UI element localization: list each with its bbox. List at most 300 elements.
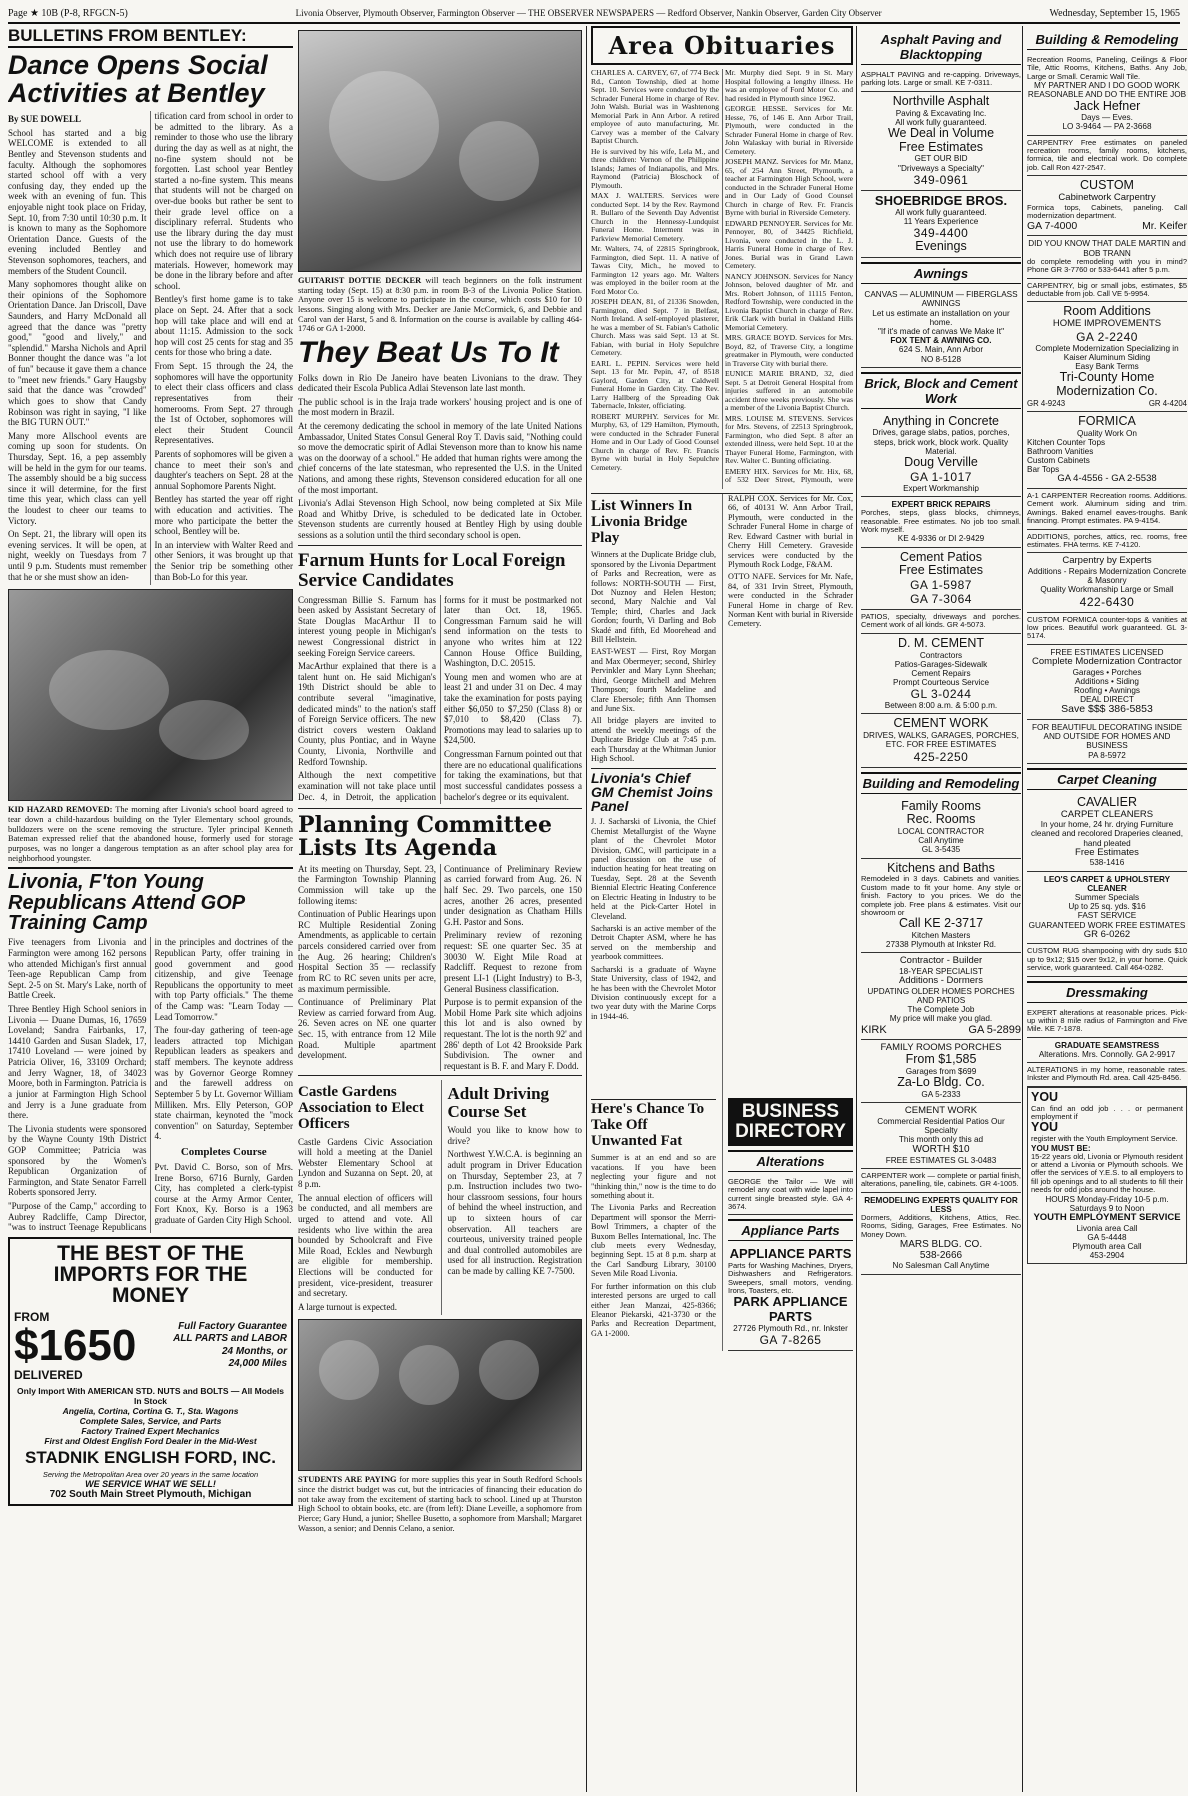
category-dressmaking: Dressmaking <box>1027 981 1187 1003</box>
paragraph: The public school is in the Iraja trade workers' housing project and is one of the most modern in Brazil. <box>298 396 582 418</box>
ad-address: 27726 Plymouth Rd., nr. Inkster <box>733 1323 848 1333</box>
course-headline: Completes Course <box>180 1145 267 1158</box>
category-building: Building and Remodeling <box>861 772 1021 794</box>
ad-title: YOUTH EMPLOYMENT SERVICE <box>1033 1212 1181 1224</box>
ad-title: FAMILY ROOMS PORCHES <box>880 1041 1002 1053</box>
column-classifieds-1 <box>856 26 1021 1792</box>
ad-additions: ADDITIONS, porches, attics, rec. rooms, free estimates. FHA terms. KE 7-4120. <box>1027 531 1187 550</box>
ad-text: Cement Repairs <box>911 668 971 678</box>
ad-title: Family Rooms <box>901 798 981 813</box>
paragraph: Sacharski is a graduate of Wayne State University, class of 1942, and he has been with the Chevrolet Motor Division continuously except for a two year duty with the Marine Corps in 1944-46. <box>591 964 716 1021</box>
page-number: Page ★ 10B (P-8, RFGCN-5) <box>8 7 128 19</box>
paragraph: J. J. Sacharski of Livonia, the Chief Chemist Metallurgist of the Wayne plant of the Chevrolet Motor Division, GMC, will participate in a panel discussion on the use of induction heating for heat treating on Tuesday, Sept. 28 at the Seventh Biennial Electric Heating Conference on Electric Heating in Industry to be held at the Pick-Carter Hotel in Cleveland. <box>591 817 716 921</box>
ad-text: Evenings <box>915 239 967 254</box>
ad-stadnik-ford <box>8 1237 293 1506</box>
ad-youth-employment <box>1027 1087 1187 1265</box>
ad-cement-work <box>861 714 1021 767</box>
ad-phone: GA 5-4448 <box>1087 1232 1127 1242</box>
ad-address: 624 S. Main, Ann Arbor <box>898 345 984 355</box>
ad-name: MARS BLDG. CO. <box>899 1239 983 1251</box>
column-bentley <box>8 26 293 1792</box>
paragraph: Many sophomores thought alike on their opinions of the Sophomore Orientation Dance. Jan Driscoll, Dave Saunders, and Harry McDonald all agreed that the dance was "pretty good," "good and lively," and "splendid." Marsha Nichols and April Bonner thought the dance was "a lot of fun" because it gave them a chance to "meet new friends." Gary Haugsby said that the dance was "crowded" which goes to show that Candy Robinson was right in saying, "I like the BIG TURN OUT." <box>8 279 147 428</box>
ad-text: Parts for Washing Machines, Dryers, Dishwashers and Refrigerators. Sweepers, small motors, vending. Irons, Toasters, etc. <box>728 1260 853 1295</box>
ad-text: YOU <box>1031 1120 1059 1135</box>
ad-doug-verville <box>861 412 1021 497</box>
caption-text: The morning after Livonia's school board agreed to tear down a child-hazardous building on the Tyler Elementary school grounds, bulldozers were on the scene removing the structure. Tyler principal Kenneth Bateman expressed relief that the abandoned house, formerly used for storage purposes, was no longer a dangerous temptation as an after school play area for neighborhood youngster. <box>8 805 293 863</box>
ad-text: Recreation Rooms, Paneling, Ceilings & Floor Tile, Attic Rooms, Kitchens, Baths. Any Job, Large or Small. Ceramic Wall Tile. <box>1027 55 1187 81</box>
ad-sub: Quality Work On <box>1077 428 1137 438</box>
obituary-entry: EDWARD PENNOYER. Services for Mr. Pennoyer, 80, of 34425 Richfield, Livonia, were conducted in the L. J. Harris Funeral Home in charge of Rev. Jones. Burial was in Grand Lawn Cemetery. <box>725 218 853 270</box>
ad-text: Commercial Residential Patios Our Specialty <box>877 1116 1005 1135</box>
paragraph: MacArthur explained that there is a talent hunt on. He said Michigan's 19th District should be able to contribute several "imaginative, dedicated minds" to the nation's staff of Foreign Service officers. The new district covers western Oakland County, plus Pontiac, and in Wayne County, Livonia, Northville and Redford Township. <box>298 661 436 767</box>
caption-label: GUITARIST DOTTIE DECKER <box>298 276 422 285</box>
masthead <box>8 4 1180 24</box>
ad-phone: GR 4-4204 <box>1148 398 1187 408</box>
ad-sub: Contractors <box>919 650 963 660</box>
ad-text: The Complete Job <box>907 1005 975 1015</box>
article-fat <box>722 494 853 1094</box>
ad-title: CANVAS — ALUMINUM — FIBERGLASS AWNINGS <box>864 290 1018 309</box>
article-adult-driving <box>441 1080 583 1315</box>
obituary-entry: EARL L. PEPIN. Services were held Sept. 13 for Mr. Pepin, 47, of 8518 Gaylord, Garden City, at Caldwell Funeral Home in Garden City. The Rev. Larry Hallberg of the Spreading Oak Tabernacle, Inkster, officiating. <box>591 358 719 410</box>
ad-text: All work fully guaranteed. <box>895 117 987 127</box>
ad-text: Additions - Repairs Modernization Concrete & Masonry <box>1027 567 1187 586</box>
ad-kirk-contractor <box>861 953 1021 1039</box>
ad-name: CAVALIER <box>1077 794 1137 809</box>
ad-phone: 453-2904 <box>1089 1251 1125 1261</box>
ad-title: Kitchens and Baths <box>887 860 995 875</box>
ad-name: Doug Verville <box>904 455 978 470</box>
paragraph: Summer is at an end and so are vacations. If you have been neglecting your figure and not "thinking thin," now is the time to do something about it. <box>591 1153 716 1200</box>
ad-text: This month only this ad <box>898 1135 984 1145</box>
paragraph: At its meeting on Thursday, Sept. 23, the Farmington Township Planning Commission will take up the following items: <box>298 863 436 906</box>
ad-title: Cement Patios <box>900 549 982 564</box>
photo-caption-demolition <box>8 805 293 863</box>
ad-name: Jack Hefner <box>1073 98 1141 113</box>
ad-carpenter: CARPENTER work — complete or partial finish, alterations, panelling, tile, cabinets. GR 4-1005. <box>861 1170 1021 1189</box>
ad-phone: PA 8-5972 <box>1088 750 1126 760</box>
ad-title: GRADUATE SEAMSTRESS <box>1054 1040 1160 1050</box>
obituary-entry: JOSEPH MANZ. Services for Mr. Manz, 65, of 254 Ann Street, Plymouth, a teacher at Farmington High School, were conducted in the Schrader Funeral Home and in Our Lady of Good Counsel Church in charge of Rev. Fr. Francis Byrne with burial in Riverside Cemetery. <box>725 157 853 217</box>
ad-patios-specialty: PATIOS, specialty, driveways and porches. Cement work of all kinds. GR 4-5073. <box>861 612 1021 630</box>
ad-text: Expert Workmanship <box>903 483 979 493</box>
paragraph: tification card from school in order to be admitted to the library. As a reminder to those who use the library during the day as well as at night, the no-fine system should not be forgotten. Last school year Bentley started a no-fine system. This means that students will not be charged on over-due books but rather be sent to their grade level office on a disciplinary referral. Students who use the library during the day must not use the library to do homework which does not require use of library materials. However, homework may be done in the library before and after school. <box>154 111 293 291</box>
ad-did-you-know <box>1027 236 1187 278</box>
category-building-remodeling: Building & Remodeling <box>1027 30 1187 50</box>
ad-service: Complete Sales, Service, and Parts <box>79 1415 222 1426</box>
list-item: Bar Tops <box>1027 465 1060 475</box>
paragraph: Livonia's Adlai Stevenson High School, now being completed at Six Mile Road and Whitby Drive, is scheduled to be dedicated late in October. Stevenson students are currently housed at Bentley High by using double sessions as a solution until the third secondary school is open. <box>298 498 582 541</box>
ad-text: 11 Years Experience <box>903 217 979 227</box>
obituary-entry: NANCY JOHNSON. Services for Nancy Johnson, beloved daughter of Mr. and Mrs. Robert Johnson, of 11115 Fenton, Redford Township, were conducted in the Livonia Baptist Church in charge of Rev. Erik Clark with burial in Oakland Hills Memorial Cemetery. <box>725 271 853 332</box>
ad-phone: GA 1-5987 <box>910 578 972 592</box>
paragraph: Purpose is to permit expansion of the Mobil Home Park site which adjoins this lot and is also owned by requestant. The lot is the north 92' and 286' depth of Lot 42 Brookside Park Subdivision. The owner and requestant is B. F. and Mary F. Dodd. <box>444 997 582 1071</box>
obituary-entry: CHARLES A. CARVEY, 67, of 774 Beck Rd., Canton Township, died at home Sept. 10. Services were conducted by the Schrader Funeral Home in charge of Rev. John Walsh. Burial was in Washtenong Memorial Park in Ann Arbor. A retired employee of auto manufacturing, Mr. Carvey was a member of the Calvary Baptist Church. <box>591 69 719 145</box>
ad-text: From $1,585 <box>905 1052 977 1067</box>
category-asphalt: Asphalt Paving and Blacktopping <box>861 30 1021 65</box>
ad-text: YOU <box>1031 1089 1059 1104</box>
ad-asphalt-paving: ASPHALT PAVING and re-capping. Driveways, parking lots. Large or small. KE 7-0311. <box>861 70 1021 88</box>
obituary-entry: ROBERT MURPHY. Services for Mr. Murphy, 63, of 129 Hamilton, Plymouth, were conducted in the Schrader Funeral Home and in Our Lady of Good Counsel Church in charge of Rev. Fr. Francis Byrne with burial in Holy Sepulchre Cemetery. <box>591 411 719 472</box>
ad-text: Prompt Courteous Service <box>892 678 989 688</box>
ad-text: Quality Workmanship Large or Small <box>1040 585 1174 595</box>
directory-banner: BUSINESS DIRECTORY <box>728 1098 853 1146</box>
ad-sub: CARPET CLEANERS <box>1060 808 1154 820</box>
paragraph: In an interview with Walter Reed and other Seniors, it was brought up that the Senior trip be something other than Bob-Lo for this year. <box>154 539 293 582</box>
paragraph: Sacharski is an active member of the Detroit Chapter ASM, where he has served on the membership and yearbook committees. <box>591 923 716 962</box>
ad-miles: 24,000 Miles <box>228 1358 287 1370</box>
list-item: Bathroom Vanities <box>1027 446 1094 456</box>
photo-demolition <box>8 589 293 801</box>
ad-text: Dormers, Additions, Kitchens, Attics, Rec. Rooms, Siding, Garages, Free Estimates. No Money Down. <box>861 1212 1021 1239</box>
category-awnings: Awnings <box>861 262 1021 284</box>
ad-delivered: DELIVERED <box>14 1367 83 1382</box>
ad-phone: GA 2-2240 <box>1076 329 1138 344</box>
ad-text: Call Anytime <box>918 836 964 846</box>
ad-title: Rec. Rooms <box>906 812 976 827</box>
ad-alterations-home: ALTERATIONS in my home, reasonable rates. Inkster and Plymouth Rd. area. Call 425-8456. <box>1027 1065 1187 1083</box>
ad-name: Mr. Keifer <box>1142 220 1187 233</box>
paragraph: Three Bentley High School seniors in Livonia — Duane Dumas, 16, 17659 Loveland; Sandra Fairbanks, 17, 14410 Garden and Susan Sladek, 17, 17410 Loveland — were joined by Patricia Oliver, 16, 33109 Orchard; and Jerry Wagner, 18, of 34023 Moore, both in Farmington. Patricia is a junior at Farmington High School and Jerry is a June graduate from there. <box>8 1004 147 1121</box>
ad-jack-hefner <box>1027 53 1187 136</box>
ad-sub: Cabinetwork Carpentry <box>1058 191 1156 203</box>
ad-text: GUARANTEED WORK FREE ESTIMATES <box>1028 920 1186 930</box>
photo-guitarist <box>298 30 582 272</box>
ad-motto: WE SERVICE WHAT WE SELL! <box>85 1478 216 1489</box>
ad-rug-shampoo: CUSTOM RUG shampooing with dry suds $10 up to 9x12; $15 over 9x12, in your home. Quick service, work guaranteed. Call 464-0282. <box>1027 946 1187 973</box>
obituary-entry: EUNICE MARIE BRAND, 32, died Sept. 5 at Detroit General Hospital from injuries suffered in an automobile accident three weeks previously. She was a member of the Livonia Baptist Church. <box>725 369 853 412</box>
ad-text: Alterations. Mrs. Connolly. GA 2-9917 <box>1038 1049 1176 1059</box>
issue-date: Wednesday, September 15, 1965 <box>1049 7 1180 19</box>
ad-phone: GA 5-2333 <box>921 1089 961 1099</box>
ad-phone: GA 5-2899 <box>968 1023 1021 1036</box>
category-alterations: Alterations <box>728 1150 853 1172</box>
paragraph: The Livonia Parks and Recreation Department will sponsor the Merri-Bowl Trimmers, a chapter of the Buxom Belles International, Inc. The club meets every Wednesday, beginning Sept. 15 at 8 p.m. sharp at the Carl Sandburg Library, 30100 Seven Mile Road Livonia. <box>591 1203 716 1279</box>
ad-text: Free Estimates <box>1075 846 1139 858</box>
list-item: Garages • Porches <box>1072 667 1142 677</box>
paragraph: School has started and a big WELCOME is extended to all Bentley and Stevenson students and faculty. Although the sophomores started school off with a very confusing day, they ended up the week with an evening of fun. This enjoyable night took place on Friday, Sept. 10, from 7:30 until 10:30 p.m. It is known to many as the Sophomore Orientation Dance. Guests of the evening included Bentley and Stevenson sophomores, teachers, and members of the Student Council. <box>8 127 147 276</box>
headline-beat: They Beat Us To It <box>298 335 559 369</box>
paragraph: Congressman Billie S. Farnum has been asked by Assistant Secretary of State Douglas MacArthur II to interest young people in Michigan's newest Congressional district in seeking Foreign Service careers. <box>298 594 436 658</box>
ad-title: Carpentry by Experts <box>1062 555 1152 567</box>
headline-gop: Livonia, F'ton Young Republicans Attend GOP Training Camp <box>8 867 293 933</box>
ad-phone: 538-1416 <box>1089 858 1125 868</box>
paragraph: For further information on this club interested persons are urged to call either Jean Manzai, 425-8366; Eleanor Piekarski, 421-3730 or the Parks and Recreation Department, GA 1-2000. <box>591 1281 716 1338</box>
list-item: Custom Cabinets <box>1027 456 1090 466</box>
ad-text: Patios-Garages-Sidewalk <box>894 659 988 669</box>
list-item: Kitchen Counter Tops <box>1027 437 1106 447</box>
ad-phone: KE 4-9336 or DI 2-9429 <box>897 534 985 544</box>
paragraph: The Livonia students were sponsored by the Wayne County 19th District GOP Committee; Patricia was sponsored by the Women's Republican Organization of Farmington, and State Senator Farrell Roberts sponsored Jerry. <box>8 1123 147 1198</box>
ad-title: FORMICA <box>1078 413 1136 428</box>
photo-caption-guitarist <box>298 276 582 334</box>
headline-adult-driving: Adult Driving Course Set <box>447 1084 550 1122</box>
paragraph: Continuation of Public Hearings upon RC Multiple Residential Zoning Amendments, as applicable to certain parcels considered carried over from the Aug. 26 hearing; Children's Hospital Section 35 — reclassify from RC to RC seven units per acre, as maximum permissible. <box>298 909 436 994</box>
ad-text: All work fully guaranteed. <box>895 208 987 218</box>
ad-phone: GA 7-8265 <box>759 1333 822 1348</box>
ad-phone: GR 6-0262 <box>1083 928 1131 940</box>
ad-import-line: Only Import With AMERICAN STD. NUTS and BOLTS — All Models In Stock <box>17 1385 284 1406</box>
ad-kitchen-masters <box>861 859 1021 954</box>
ad-title: REMODELING EXPERTS QUALITY FOR LESS <box>864 1195 1018 1214</box>
paragraph: Continuance of Preliminary Review as carried forward from Aug. 26. N half Sec. 29. Two parcels, one 150 acres, another 26 acres, presented under designation as Chatham Hills G.H. Pastor and Sons. <box>444 863 582 927</box>
ad-title: Anything in Concrete <box>882 413 1000 428</box>
ad-months: 24 Months, or <box>221 1345 287 1357</box>
paragraph: The four-day gathering of teen-age leaders attracted top Michigan Republican leaders as speakers and staff members. The keynote address was by Governor George Romney and the farewell address on September 5 by Lt. Governor William Milliken. Mrs. Elly Peterson, GOP state chairman, keynoted the "mock convention" on Saturday, September 4. <box>154 1025 293 1142</box>
byline: By SUE DOWELL <box>8 114 82 125</box>
ad-from: FROM <box>14 1309 50 1324</box>
caption-label: STUDENTS ARE PAYING <box>298 1475 397 1485</box>
caption-text: will teach beginners on the folk instrument starting today (Sept. 15) at 8:30 p.m. in room B-3 of the Livonia Police Station. Anyone over 15 is welcome to participate in the course, which costs $10 for 10 lessons. Singing along with Mrs. Decker are Janie McCormick, 6, and Debbie and Carol van der Harst, 5 and 8. Information on the course is available by calling 464-1746 or GA 1-2000. <box>298 276 582 334</box>
headline-bridge: List Winners In Livonia Bridge Play <box>591 498 693 546</box>
obituary-entry: Mr. Walters, 74, of 22815 Springbrook, Farmington, died Sept. 11. A native of Tawas City, Mich., he moved to Farmington 12 years ago. Mr. Walters was employed in the boiler room at the Ford Motor Co. <box>591 244 719 296</box>
category-brick: Brick, Block and Cement Work <box>861 372 1021 409</box>
article-fat-block <box>591 1094 716 1351</box>
ad-title: THE BEST OF THE IMPORTS FOR THE MONEY <box>53 1241 248 1307</box>
ad-text: Porches, steps, glass blocks, chimneys, reasonable. Free estimates. No job too small. Work myself. <box>861 508 1021 534</box>
ad-phone: FREE ESTIMATES GL 3-0483 <box>885 1155 997 1165</box>
ad-text: DEAL DIRECT <box>1080 695 1134 705</box>
ad-name: KIRK <box>861 1023 887 1036</box>
category-appliance: Appliance Parts <box>728 1219 853 1241</box>
ad-phone: 349-0961 <box>913 172 969 187</box>
ad-text: FREE ESTIMATES LICENSED <box>1050 647 1164 657</box>
paragraph: Parents of sophomores will be given a chance to meet their son's and daughter's teachers on Sept. 28 at the annual Sophomore Parents Night. <box>154 448 293 491</box>
ad-title: LEO'S CARPET & UPHOLSTERY CLEANER <box>1043 874 1171 893</box>
paragraph: The annual election of officers will be conducted, and all members are urged to attend and vote. All residents who live within the area bounded by Schoolcraft and Five Mile Road, Eckles and Newburgh are eligible for membership. Elections will be conducted for president, vice-president, treasurer and secretary. <box>298 1192 433 1299</box>
list-item: Roofing • Awnings <box>1074 685 1140 695</box>
list-item: Additions • Siding <box>1075 676 1139 686</box>
ad-text: Days — Eves. <box>1081 113 1133 123</box>
paragraph: Castle Gardens Civic Association will hold a meeting at the Daniel Webster Elementary School at Lyndon and Suzanna on Sept. 20, at 8 p.m. <box>298 1136 433 1190</box>
ad-text: do complete remodeling with you in mind? Phone GR 3-7760 or 533-6441 after 5 p.m. <box>1027 256 1187 275</box>
business-directory <box>722 1094 853 1351</box>
article-dance <box>8 111 293 585</box>
ad-phone: Save $$$ 386-5853 <box>1061 703 1153 716</box>
ad-name: Tri-County Home Modernization Co. <box>1056 370 1158 399</box>
ad-phone: GR 4-9243 <box>1027 398 1066 408</box>
paragraph: Northwest Y.W.C.A. is beginning an adult program in Driver Education on Thursday, September 23, at 7 p.m. Instruction includes two two-hour classroom sessions, four hours of behind the wheel instruction, and up to sixteen hours of car observation. All teachers are courteous, university trained people and dual controlled automobiles are used for all instruction. Registration can be made by calling KE 7-7500. <box>447 1149 582 1276</box>
ad-text: Remodeled in 3 days. Cabinets and vanities. Custom made to fit your home. Any style or finish. Factory to you prices. We do the complete job. Free plans & estimates. Visit our showroom or <box>861 874 1021 917</box>
paragraph: Continuance of Preliminary Plat Review as carried forward from Aug. 26. Seven acres on NE one quarter Sec. 15, with entrance from 12 Mile Road. Multiple apartment development. <box>298 997 436 1061</box>
ad-text: No Salesman Call Anytime <box>892 1261 990 1271</box>
ad-carpentry: CARPENTRY Free estimates on paneled recreation rooms, family rooms, kitchens, formica, tile and electrical work. Do complete job. Call Ron 427-2547. <box>1027 137 1187 172</box>
ad-leos-carpet <box>1027 872 1187 945</box>
ad-phone: 538-2666 <box>919 1250 963 1262</box>
obituary-entry: EMERY HIX. Services for Mr. Hix, 68, of 532 Deer Street, Plymouth, were <box>725 466 853 484</box>
ad-price: $1650 <box>14 1320 137 1370</box>
headline-chemist: Livonia's Chief GM Chemist Joins Panel <box>591 768 716 814</box>
ad-text: Can find an odd job . . . or permanent employment if <box>1031 1103 1183 1121</box>
article-planning <box>298 864 582 1072</box>
paper-names: Livonia Observer, Plymouth Observer, Farmington Observer — THE OBSERVER NEWSPAPERS — Redford Observer, Nankin Observer, Garden City Observer <box>295 8 882 18</box>
ad-text: LOCAL CONTRACTOR <box>897 827 985 837</box>
ad-formica <box>1027 412 1187 489</box>
ad-text: 18-YEAR SPECIALIST <box>899 967 983 977</box>
ad-title: DID YOU KNOW THAT DALE MARTIN and BOB TRANN <box>1028 239 1186 258</box>
paragraph: Young men and women who are at least 21 and under 31 on Dec. 4 may take the examination for posts paying either $6,050 to $7,250 (Class 8) or $7,010 to $8,420 (Class 7). Promotions may lead to salaries up to $24,500. <box>444 671 582 746</box>
paragraph: "Purpose of the Camp," according to Aubrey Radcliffe, Camp Director, "was to instruct Teenage Republicans in the principles and doctrines of the Republican Party, offer training in good government and good citizenship, and give Teenage Republicans the opportunity to meet with top Party officials." The theme of the Camp was: "Learn Today — Lead Tomorrow." <box>8 937 293 1233</box>
ad-phone: GA 1-1017 <box>910 469 972 484</box>
column-news <box>298 26 582 1792</box>
ad-name: Za-Lo Bldg. Co. <box>897 1075 985 1090</box>
ad-phone: GA 7-4000 <box>1027 220 1078 233</box>
ad-title: EXPERT BRICK REPAIRS <box>891 499 991 509</box>
ad-text: Let us estimate an installation on your home. <box>872 308 1010 327</box>
ad-address: 27338 Plymouth at Inkster Rd. <box>885 940 997 950</box>
ad-fox-awning <box>861 287 1021 368</box>
paragraph: Bentley has started the year off right with education and activities. The more who participate the better the school, Bentley will be. <box>154 494 293 537</box>
article-beat <box>298 373 582 541</box>
ad-phone: NO 8-5128 <box>920 354 962 364</box>
ad-text: We Deal in Volume <box>887 125 995 140</box>
ad-expert-alterations: EXPERT alterations at reasonable prices. Pick-up within 8 mile radius of Farmington and Five Mile. KE 7-1878. <box>1027 1007 1187 1034</box>
ad-text: HOURS Monday-Friday 10-5 p.m. Saturdays 9 to Noon <box>1045 1194 1169 1213</box>
section-kicker: BULLETINS FROM BENTLEY: <box>8 26 293 48</box>
ad-serving: Serving the Metropolitan Area over 20 years in the same location <box>42 1469 259 1479</box>
obituary-entry: GEORGE HESSE. Services for Mr. Hesse, 76, of 146 E. Ann Arbor Trail, Plymouth, were conducted in the Schrader Funeral Home in charge of Rev. John Walaskay with burial in Riverside Cemetery. <box>725 104 853 156</box>
ad-text: UPDATING OLDER HOMES PORCHES AND PATIOS <box>867 986 1015 1006</box>
ad-family-rooms <box>861 797 1021 859</box>
paragraph: Although the next competitive examination will not take place until Dec. 4, in Detroit, the application forms for it must be postmarked not later than Oct. 18, 1965. Congressman Farnum said he will send information on the tests to anyone who writes him at 122 Cannon House Office Building, Washington, D.C. 20515. <box>298 594 582 802</box>
headline-farnum: Farnum Hunts for Local Foreign Service Candidates <box>298 549 566 591</box>
obituary-entry: Mr. Murphy died Sept. 9 in St. Mary Hospital following a lengthy illness. He was an employee of Ford Motor Co. and had resided in Plymouth since 1962. <box>725 69 853 103</box>
ad-name: PARK APPLIANCE PARTS <box>733 1294 848 1324</box>
ad-phone: 422-6430 <box>1079 594 1135 609</box>
obituaries-title: Area Obituaries <box>591 26 853 65</box>
ad-phone: GL 3-0244 <box>910 687 972 702</box>
ad-modernization <box>1027 645 1187 720</box>
ad-graduate-seamstress <box>1027 1038 1187 1063</box>
ad-text: FOR BEAUTIFUL DECORATING INSIDE AND OUTSIDE FOR HOMES AND BUSINESS <box>1031 723 1183 751</box>
ad-cavalier <box>1027 793 1187 872</box>
ad-park-appliance <box>728 1244 853 1351</box>
ad-text: Plymouth area Call <box>1072 1242 1142 1252</box>
column-classifieds-2 <box>1022 26 1187 1792</box>
headline-dance: Dance Opens Social Activities at Bentley <box>8 50 268 108</box>
ad-text: 15-22 years old, Livonia or Plymouth resident or attend a Livonia or Plymouth schools. We offer the services of Y.E.S. to all employers to fill job openings and to all students to fill their needs for odd jobs around the house. <box>1031 1151 1183 1195</box>
category-carpet: Carpet Cleaning <box>1027 768 1187 790</box>
ad-text: Up to 25 sq. yds. $16 <box>1068 902 1146 912</box>
paragraph: A large turnout is expected. <box>298 1301 398 1312</box>
ad-za-lo <box>861 1040 1021 1104</box>
ad-title: CEMENT WORK <box>904 1105 978 1117</box>
ad-custom-formica: CUSTOM FORMICA counter-tops & vanities at low prices. Beautiful work guaranteed. GL 3-5174. <box>1027 614 1187 641</box>
ad-text: DRIVES, WALKS, GARAGES, PORCHES, ETC. FOR FREE ESTIMATES <box>863 731 1019 750</box>
ad-address: 702 South Main Street Plymouth, Michigan <box>49 1488 252 1500</box>
ad-text: My price will make you glad. <box>889 1014 993 1024</box>
ad-carpentry-experts <box>1027 553 1187 612</box>
article-castle <box>298 1080 433 1315</box>
ad-phone: GL 3-5435 <box>921 845 961 855</box>
ad-carpentry-small: CARPENTRY, big or small jobs, estimates, $5 deductable from job. Call VE 5-9954. <box>1027 280 1187 298</box>
ad-name: FOX TENT & AWNING CO. <box>890 336 992 346</box>
ad-a1-carpenter: A-1 CARPENTER Recreation rooms. Additions. Cement work. Aluminum siding and trim. Awnings. Baked enamel eaves-troughs. Bank financing. Prompt estimates. PA 9-4154. <box>1027 491 1187 526</box>
ad-dealer: First and Oldest English Ford Dealer in the Mid-West <box>44 1435 257 1446</box>
obituary-entry: MRS. GRACE BOYD. Services for Mrs. Boyd, 82, of Traverse City, a longtime greatmaker in Plymouth, were conducted in Traverse City with burial there. <box>725 333 853 368</box>
headline-fat: Here's Chance To Take Off Unwanted Fat <box>591 1099 716 1149</box>
ad-text: GET OUR BID <box>914 154 968 164</box>
ad-text: Livonia area Call <box>1076 1223 1138 1233</box>
ad-text: Complete Modernization Specializing in Kaiser Aluminum Siding <box>1035 343 1179 362</box>
ad-text: Drives, garage slabs, patios, porches, steps, brick work, block work. Quality Material. <box>872 428 1010 456</box>
ad-text: "If it's made of canvas We Make It" <box>878 326 1004 336</box>
photo-students <box>298 1319 582 1471</box>
ad-text: register with the Youth Employment Service. <box>1031 1134 1178 1144</box>
ad-text: FAST SERVICE <box>1077 911 1137 921</box>
headline-castle: Castle Gardens Association to Elect Officers <box>298 1084 424 1132</box>
ad-dm-cement <box>861 634 1021 715</box>
headline-planning: Planning Committee Lists Its Agenda <box>298 811 552 861</box>
ad-text: YOU MUST BE: <box>1031 1143 1091 1153</box>
ad-phone: 349-4400 <box>913 226 969 241</box>
ad-decorating <box>1027 720 1187 764</box>
paragraph: Five teenagers from Livonia and Farmington were among 162 persons who attended Michigan's first annual Teen-age Republican Camp from Sept. 2-5 on St. Mary's Lake, north of Battle Creek. <box>8 937 147 1001</box>
paragraph: Pvt. David C. Borso, son of Mrs. Irene Borso, 6716 Burnly, Garden City, has completed a clerk-typist course at the Army Armor Center, Fort Knox, Ky. Borso is a 1963 graduate of Garden City High School. <box>154 1161 293 1225</box>
paragraph: Winners at the Duplicate Bridge club, sponsored by the Livonia Department of Parks and Recreation, were as follows: NORTH-SOUTH — First, Dot Nuznoy and Helen Heston; second, Mary Nalchie and Val Temple; third, Charles and Jack Gordon; fourth, Vi Darling and Bob Skadé and fifth, Ed Moorehead and Bill Hellstein. <box>591 550 716 645</box>
ad-northville-asphalt <box>861 92 1021 191</box>
ad-sub: Paving & Excavating Inc. <box>895 108 987 118</box>
ad-dealer-name: STADNIK ENGLISH FORD, INC. <box>25 1447 276 1467</box>
ad-george-tailor: GEORGE the Tailor — We will remodel any coat with wide lapel into current single breasted style. GA 4-3674. <box>728 1176 853 1212</box>
caption-label: KID HAZARD REMOVED: <box>8 805 113 815</box>
ad-custom-cabinet <box>1027 176 1187 236</box>
ad-text: Between 8:00 a.m. & 5:00 p.m. <box>884 701 998 711</box>
ad-shoebridge <box>861 191 1021 258</box>
ad-parts: ALL PARTS and LABOR <box>173 1333 287 1345</box>
obituary-entry: MAX J. WALTERS. Services were conducted Sept. 14 by the Rev. Raymond R. Bullaro of the Seventh Day Adventist Church in the Hennessy-Lundquist Funeral Home. Interment was in Parkview Memorial Cemetery. <box>591 191 719 243</box>
ad-guarantee: Full Factory Guarantee <box>178 1320 287 1332</box>
ad-title: Room Additions <box>1063 304 1151 319</box>
paragraph: EAST-WEST — First, Roy Morgan and Max Obermeyer; second, Shirley Pervinkler and Mary Lynn Sheehan; third, George Mitchell and Mehren Thompson; fourth Madeline and Clare Ebersole; fifth Ann Thomsen and June Six. <box>591 647 716 713</box>
paragraph: Congressman Farnum pointed out that there are no educational qualifications for taking the examinations, but that most successful candidates possess a bachelor's degree or its equivalent. <box>444 749 582 802</box>
ad-text: Free Estimates <box>898 563 984 578</box>
column-obituaries <box>586 26 853 1792</box>
ad-mechanics: Factory Trained Expert Mechanics <box>81 1425 220 1436</box>
ad-phone: GA 4-4556 - GA 2-5538 <box>1057 473 1157 485</box>
ad-name: Kitchen Masters <box>911 931 971 941</box>
ad-name: SHOEBRIDGE BROS. <box>874 192 1008 208</box>
paragraph: On Sept. 21, the library will open its evening services. It will be open, at night, weekly on Tuesdays from 7 until 9 p.m. Students must remember that he or she must show an iden- <box>8 529 147 582</box>
ad-text: Additions - Dormers <box>899 975 983 987</box>
ad-text: Easy Bank Terms <box>1075 362 1139 372</box>
ad-text: Formica tops, Cabinets, paneling. Call modernization department. <box>1027 202 1187 220</box>
paragraph: At the ceremony dedicating the school in memory of the late United Nations Ambassador, United States Consul General Roy T. Davis said, "Nothing could so move the democratic spirit of Adlai Stevenson more than to know his name was on the doorway of a school." He added that human rights were among the chief concerns of the late statesman, who represented the U.S. in the United Nations, and among these rights, Stevenson considered education for all one of the most important. <box>298 420 582 495</box>
ad-brick-repairs <box>861 497 1021 548</box>
ad-text: MY PARTNER AND I DO GOOD WORK REASONABLE AND DO THE ENTIRE JOB <box>1027 81 1187 100</box>
ad-name: Northville Asphalt <box>892 93 990 108</box>
article-farnum <box>298 595 582 804</box>
ad-phone: Call KE 2-3717 <box>898 916 984 931</box>
paragraph: Bentley's first home game is to take place on Sept. 24. After that a sock hop will take place and will end at about 11:15. Admission to the sock hop will cost 25 cents for stag and 35 cents for those who bring a date. <box>154 294 293 358</box>
ad-text: In your home, 24 hr. drying Furniture cleaned and recolored Draperies cleaned, hand pleated <box>1030 820 1184 848</box>
ad-title: CUSTOM <box>1080 178 1134 193</box>
paragraph: Would you like to know how to drive? <box>447 1125 582 1146</box>
paragraph: All bridge players are invited to attend the weekly meetings of the Duplicate Bridge Club at 7:45 p.m. each Thursday at the Whitman Junior High School. <box>591 716 716 764</box>
caption-text: for more supplies this year in South Redford Schools since the district budget was cut, but the intricacies of financing their education do not take away from the excitement of starting back to school. Lined up at Thurston High School to obtain books, etc. are (from left): Diane Leveille, a sophomore from Pierce; Gary Hund, a junior; Shellee Busetto, a sophomore from Marshall; Margaret Wasson, a senior; and Dennis Celano, a senior. <box>298 1475 582 1533</box>
paragraph: From Sept. 15 through the 24, the sophomores will have the opportunity to elect their class officers and class representatives from their homerooms. From Sept. 27 through the 1st of October, sophomores will elect their Student Council Representatives. <box>154 361 293 446</box>
ad-text: Garages from $699 <box>905 1067 977 1077</box>
paragraph: Preliminary review of rezoning request: SE one quarter Sec. 35 at 30030 W. Eight Mile Road at Radcliff. Request to rezone from present LI-1 (Light Industry) to B-3, General Business classification. <box>444 930 582 994</box>
ad-text: "Driveways a Specialty" <box>898 163 984 173</box>
paragraph: OTTO NAFE. Services for Mr. Nafe, 84, of 331 Irvin Street, Plymouth, were conducted in the Schrader Funeral Home in charge of Rev. Norman Kent with burial in Riverside Cemetery. <box>728 572 853 629</box>
obituary-entry: MRS. LOUISE M. STEVENS. Services for Mrs. Stevens, of 22513 Springbrook, Farmington, who died Sept. 8 after an extended illness, were held Sept. 10 at the Thayer Funeral Home, Farmington, with Rev. Walter C. Bunting officiating. <box>725 413 853 465</box>
ad-name: D. M. CEMENT <box>897 635 985 650</box>
ad-text: Free Estimates <box>898 139 984 154</box>
article-gop <box>8 937 293 1232</box>
ad-title: APPLIANCE PARTS <box>729 1246 852 1262</box>
ad-cement-patios <box>861 548 1021 611</box>
